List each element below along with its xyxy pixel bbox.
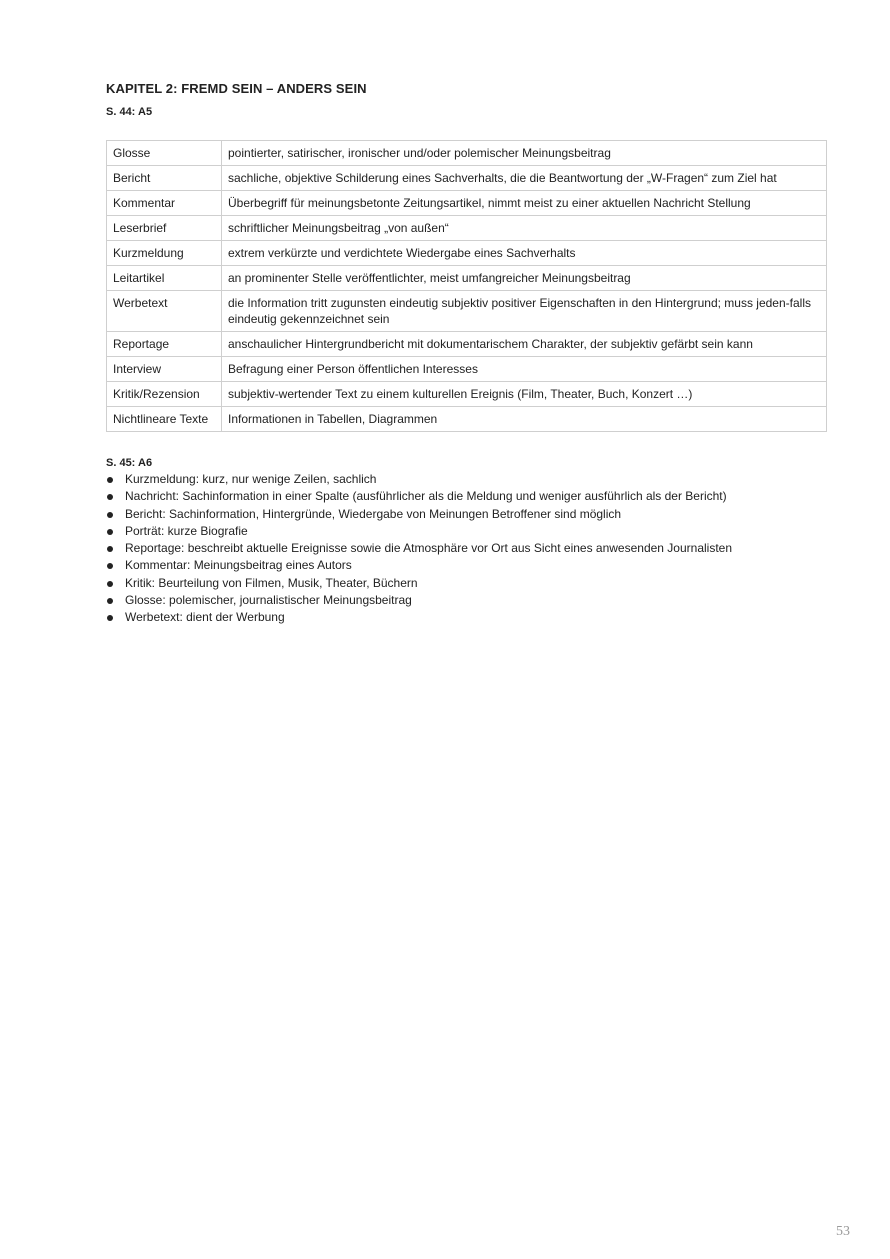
list-item-text: Kommentar: Meinungsbeitrag eines Autors	[125, 558, 352, 573]
list-item-text: Werbetext: dient der Werbung	[125, 610, 285, 625]
definition-cell: Befragung einer Person öffentlichen Interesses	[222, 357, 827, 382]
definition-cell: Informationen in Tabellen, Diagrammen	[222, 407, 827, 432]
list-item-text: Kurzmeldung: kurz, nur wenige Zeilen, sachlich	[125, 472, 377, 486]
bullet-icon	[107, 598, 113, 604]
chapter-title: KAPITEL 2: FREMD SEIN – ANDERS SEIN	[106, 81, 367, 96]
list-item	[106, 540, 828, 557]
bullet-list	[106, 471, 828, 627]
document-page	[106, 80, 828, 627]
definition-cell: schriftlicher Meinungsbeitrag „von außen“	[222, 216, 827, 241]
definition-cell: anschaulicher Hintergrundbericht mit dokumentarischem Charakter, der subjektiv gefärbt sein kann	[222, 332, 827, 357]
list-item	[106, 488, 828, 505]
list-item	[106, 471, 828, 488]
definition-cell: Überbegriff für meinungsbetonte Zeitungsartikel, nimmt meist zu einer aktuellen Nachricht Stellung	[222, 191, 827, 216]
list-item	[106, 575, 828, 592]
table-row	[107, 266, 827, 291]
list-item-text: Glosse: polemischer, journalistischer Meinungsbeitrag	[125, 593, 412, 608]
table-row	[107, 191, 827, 216]
table-row	[107, 166, 827, 191]
table-row	[107, 357, 827, 382]
term-cell: Reportage	[107, 332, 222, 357]
list-item-text: Reportage: beschreibt aktuelle Ereignisse sowie die Atmosphäre vor Ort aus Sicht eines anwesenden Journalisten	[125, 541, 733, 556]
table-row	[107, 332, 827, 357]
bullet-icon	[107, 563, 113, 569]
bullet-icon	[107, 529, 113, 535]
bullet-icon	[107, 494, 113, 500]
term-cell: Bericht	[107, 166, 222, 191]
definition-cell: subjektiv-wertender Text zu einem kulturellen Ereignis (Film, Theater, Buch, Konzert …)	[222, 382, 827, 407]
list-item	[106, 557, 828, 574]
text-types-table	[106, 140, 827, 432]
list-item-text: Bericht: Sachinformation, Hintergründe, Wiedergabe von Meinungen Betroffener sind möglich	[125, 506, 622, 521]
term-cell: Kommentar	[107, 191, 222, 216]
bullet-icon	[107, 615, 113, 621]
bullet-icon	[107, 581, 113, 587]
table-row	[107, 407, 827, 432]
definition-cell: sachliche, objektive Schilderung eines Sachverhalts, die die Beantwortung der „W-Fragen“ zum Ziel hat	[222, 166, 827, 191]
page-number: 53	[836, 1224, 850, 1239]
term-cell: Leserbrief	[107, 216, 222, 241]
term-cell: Nichtlineare Texte	[107, 407, 222, 432]
section-label-a5: S. 44: A5	[106, 106, 153, 118]
bullet-icon	[107, 477, 113, 483]
term-cell: Werbetext	[107, 291, 222, 332]
bullet-icon	[107, 546, 113, 552]
section-label-a6: S. 45: A6	[106, 457, 153, 469]
bullet-icon	[107, 512, 113, 518]
list-item-text: Nachricht: Sachinformation in einer Spalte (ausführlicher als die Meldung und weniger ausführlich als der Bericht)	[125, 489, 727, 504]
table-row	[107, 382, 827, 407]
term-cell: Leitartikel	[107, 266, 222, 291]
list-item-text: Kritik: Beurteilung von Filmen, Musik, Theater, Büchern	[125, 575, 418, 590]
list-item	[106, 523, 828, 540]
definition-cell: die Information tritt zugunsten eindeutig subjektiv positiver Eigenschaften in den Hintergrund; muss jeden-falls eindeutig gekennzeichnet sein	[222, 291, 827, 332]
list-item	[106, 609, 828, 626]
term-cell: Kritik/Rezension	[107, 382, 222, 407]
table-row	[107, 141, 827, 166]
list-item	[106, 592, 828, 609]
list-item	[106, 506, 828, 523]
term-cell: Interview	[107, 357, 222, 382]
definition-cell: pointierter, satirischer, ironischer und/oder polemischer Meinungsbeitrag	[222, 141, 827, 166]
term-cell: Kurzmeldung	[107, 241, 222, 266]
term-cell: Glosse	[107, 141, 222, 166]
table-row	[107, 216, 827, 241]
list-item-text: Porträt: kurze Biografie	[125, 523, 248, 538]
definition-cell: an prominenter Stelle veröffentlichter, meist umfangreicher Meinungsbeitrag	[222, 266, 827, 291]
table-row	[107, 291, 827, 332]
definition-cell: extrem verkürzte und verdichtete Wiedergabe eines Sachverhalts	[222, 241, 827, 266]
table-row	[107, 241, 827, 266]
